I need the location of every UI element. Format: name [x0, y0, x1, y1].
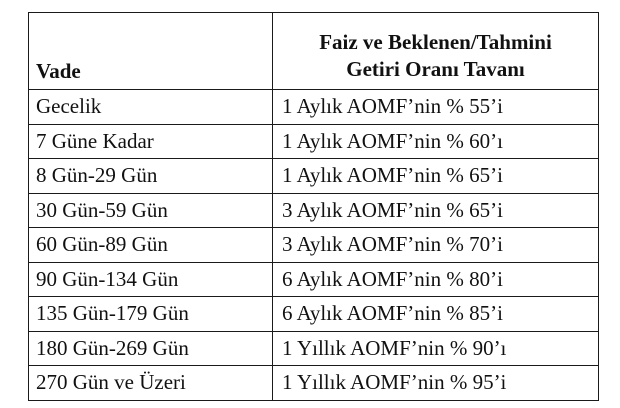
vade-cell: 90 Gün-134 Gün: [29, 262, 273, 297]
table-row: [29, 193, 599, 228]
vade-cell: 8 Gün-29 Gün: [29, 159, 273, 194]
vade-cell: Gecelik: [29, 90, 273, 125]
rate-cell: 1 Aylık AOMF’nin % 60’ı: [273, 124, 599, 159]
header-faiz-line1: Faiz ve Beklenen/Tahmini: [319, 30, 552, 55]
rate-cell: 6 Aylık AOMF’nin % 85’i: [273, 297, 599, 332]
table-row: [29, 297, 599, 332]
vade-cell: 7 Güne Kadar: [29, 124, 273, 159]
vade-cell: 30 Gün-59 Gün: [29, 193, 273, 228]
rate-cell: 6 Aylık AOMF’nin % 80’i: [273, 262, 599, 297]
vade-cell: 60 Gün-89 Gün: [29, 228, 273, 263]
table-header: [29, 13, 599, 90]
rate-cell: 1 Yıllık AOMF’nin % 95’i: [273, 366, 599, 401]
rate-ceiling-table: [28, 12, 599, 401]
table-row: [29, 262, 599, 297]
table-row: [29, 90, 599, 125]
header-faiz: [273, 13, 599, 90]
table-body: [29, 90, 599, 401]
table-row: [29, 124, 599, 159]
header-row: [29, 13, 599, 90]
table-row: [29, 159, 599, 194]
rate-cell: 1 Yıllık AOMF’nin % 90’ı: [273, 331, 599, 366]
vade-cell: 135 Gün-179 Gün: [29, 297, 273, 332]
vade-cell: 180 Gün-269 Gün: [29, 331, 273, 366]
table-row: [29, 366, 599, 401]
rate-cell: 1 Aylık AOMF’nin % 65’i: [273, 159, 599, 194]
header-vade: Vade: [29, 13, 273, 90]
table-row: [29, 331, 599, 366]
rate-cell: 1 Aylık AOMF’nin % 55’i: [273, 90, 599, 125]
table-row: [29, 228, 599, 263]
rate-cell: 3 Aylık AOMF’nin % 70’i: [273, 228, 599, 263]
header-faiz-line2: Getiri Oranı Tavanı: [346, 57, 525, 82]
vade-cell: 270 Gün ve Üzeri: [29, 366, 273, 401]
rate-cell: 3 Aylık AOMF’nin % 65’i: [273, 193, 599, 228]
